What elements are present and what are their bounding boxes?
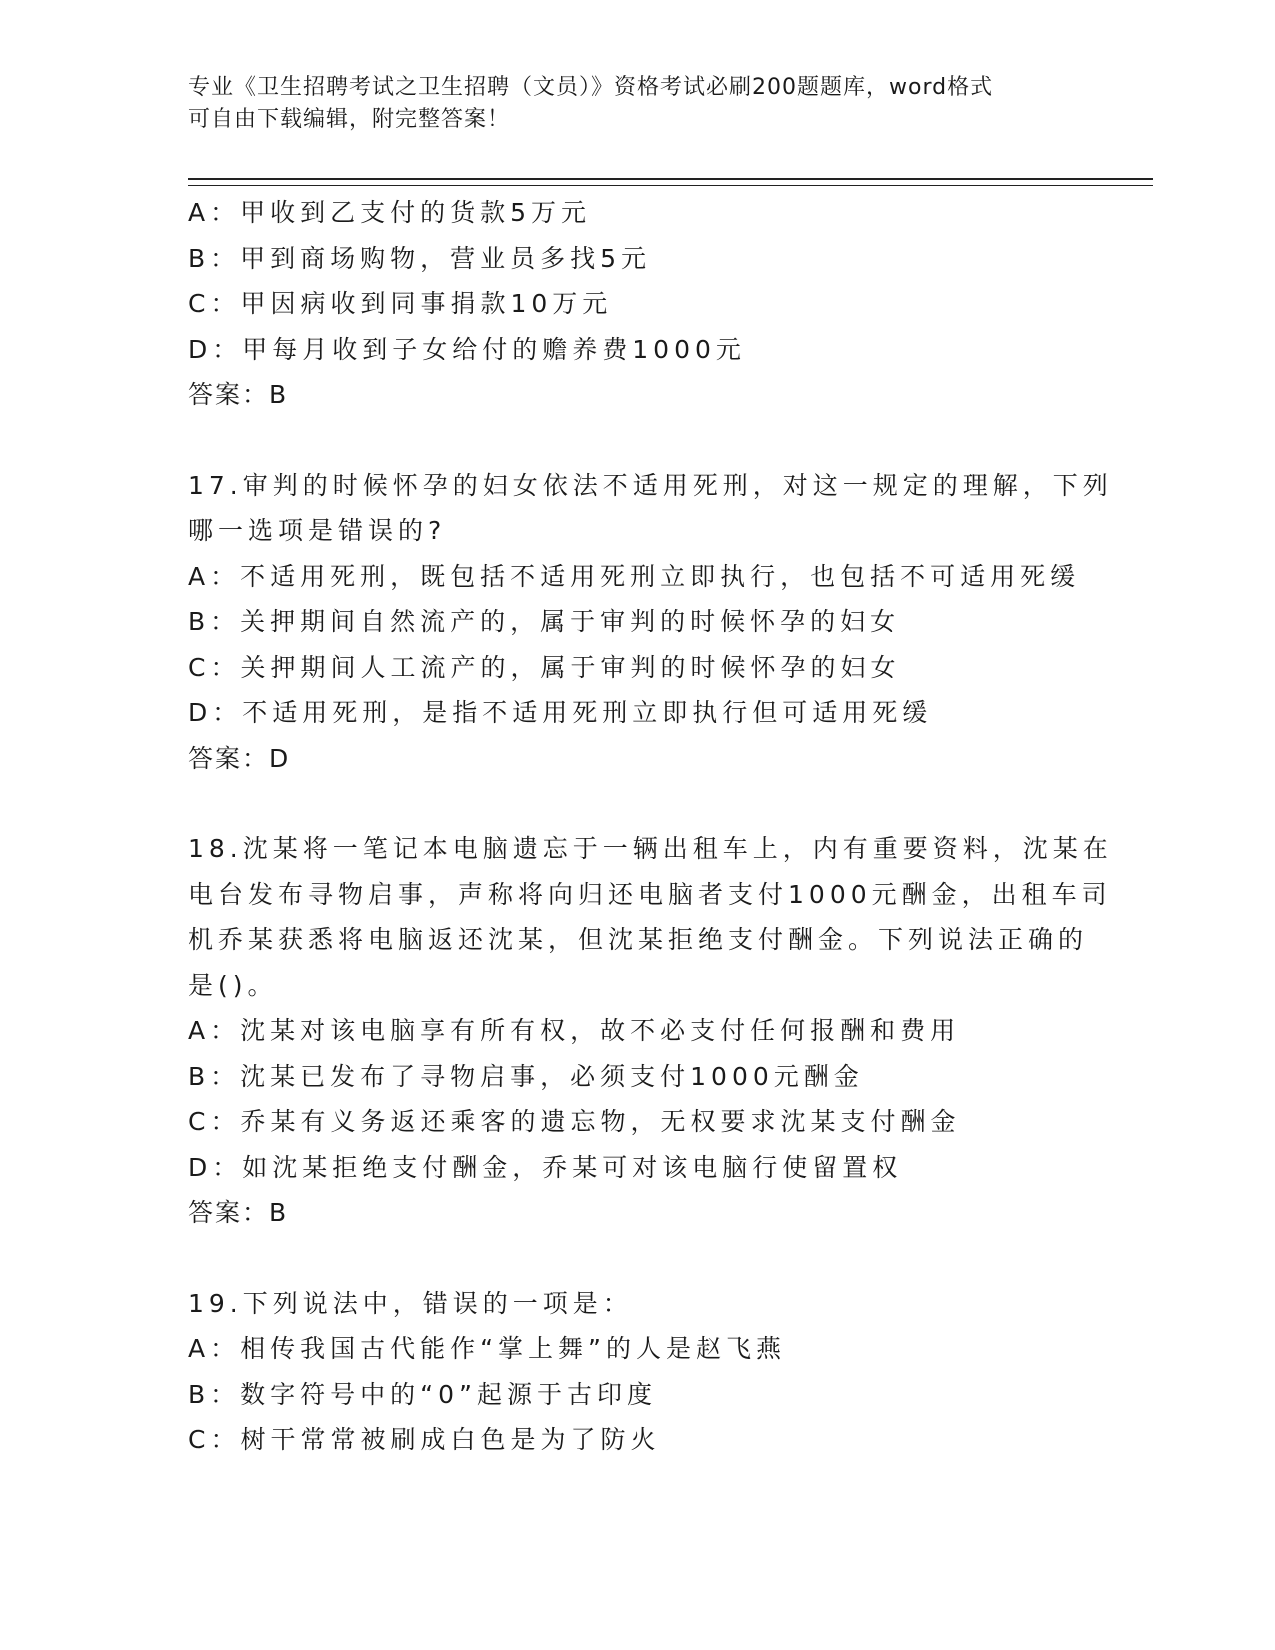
document-header bbox=[188, 72, 1068, 136]
question-stem: 机乔某获悉将电脑返还沈某，但沈某拒绝支付酬金。下列说法正确的 bbox=[188, 925, 1089, 954]
option-c: C：甲因病收到同事捐款10万元 bbox=[188, 289, 613, 318]
question-stem: 电台发布寻物启事，声称将向归还电脑者支付1000元酬金，出租车司 bbox=[188, 879, 1112, 909]
header-divider bbox=[188, 178, 1153, 186]
question-stem: 18.沈某将一笔记本电脑遗忘于一辆出租车上，内有重要资料，沈某在 bbox=[188, 834, 1113, 863]
question-list bbox=[188, 190, 1113, 1463]
option-b: B：关押期间自然流产的，属于审判的时候怀孕的妇女 bbox=[188, 607, 901, 636]
option-c: C：关押期间人工流产的，属于审判的时候怀孕的妇女 bbox=[188, 652, 901, 682]
question-18 bbox=[188, 826, 1113, 1236]
option-d: D：不适用死刑，是指不适用死刑立即执行但可适用死缓 bbox=[188, 698, 933, 727]
question-16 bbox=[188, 190, 1088, 418]
answer-line: 答案：D bbox=[188, 743, 291, 773]
question-stem: 19.下列说法中，错误的一项是： bbox=[188, 1288, 633, 1318]
spacer bbox=[188, 781, 1088, 826]
option-d: D：甲每月收到子女给付的赡养费1000元 bbox=[188, 334, 746, 364]
option-b: B：数字符号中的“0”起源于古印度 bbox=[188, 1379, 657, 1409]
question-stem: 哪一选项是错误的? bbox=[188, 516, 447, 545]
header-title-line-2: 可自由下载编辑，附完整答案！ bbox=[188, 107, 511, 132]
spacer bbox=[188, 1236, 1088, 1281]
header-title-line-1: 专业《卫生招聘考试之卫生招聘（文员）》资格考试必刷200题题库，word格式 bbox=[188, 75, 994, 100]
answer-line: 答案：B bbox=[188, 380, 289, 409]
option-b: B：沈某已发布了寻物启事，必须支付1000元酬金 bbox=[188, 1061, 864, 1091]
option-b: B：甲到商场购物，营业员多找5元 bbox=[188, 243, 652, 273]
option-a: A：相传我国古代能作“掌上舞”的人是赵飞燕 bbox=[188, 1334, 787, 1363]
question-stem: 17.审判的时候怀孕的妇女依法不适用死刑，对这一规定的理解，下列 bbox=[188, 470, 1113, 500]
option-c: C：树干常常被刷成白色是为了防火 bbox=[188, 1425, 661, 1454]
answer-line: 答案：B bbox=[188, 1198, 289, 1227]
spacer bbox=[188, 418, 1088, 463]
option-a: A：甲收到乙支付的货款5万元 bbox=[188, 198, 592, 227]
option-a: A：不适用死刑，既包括不适用死刑立即执行，也包括不可适用死缓 bbox=[188, 561, 1081, 591]
question-19 bbox=[188, 1281, 1088, 1463]
option-c: C：乔某有义务返还乘客的遗忘物，无权要求沈某支付酬金 bbox=[188, 1107, 961, 1136]
option-a: A：沈某对该电脑享有所有权，故不必支付任何报酬和费用 bbox=[188, 1016, 961, 1045]
option-d: D：如沈某拒绝支付酬金，乔某可对该电脑行使留置权 bbox=[188, 1152, 903, 1182]
question-stem: 是()。 bbox=[188, 970, 278, 1000]
question-17 bbox=[188, 463, 1113, 782]
